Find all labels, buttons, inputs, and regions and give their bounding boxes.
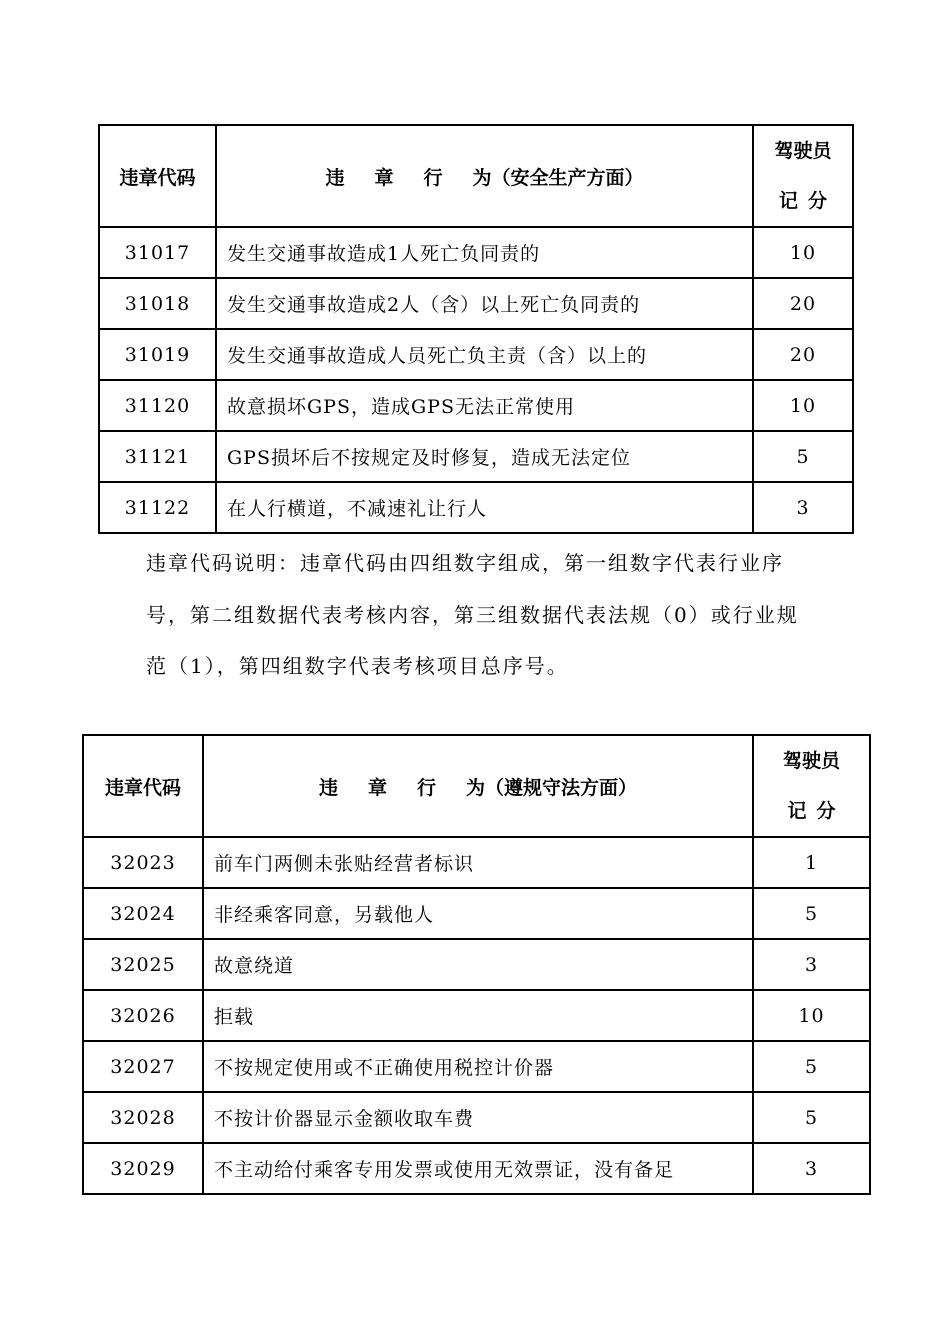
cell-points: 3 — [753, 1143, 870, 1194]
table-row — [83, 990, 870, 1041]
header-behavior-char: 章 — [374, 166, 394, 189]
cell-code: 31018 — [99, 278, 216, 329]
cell-points: 5 — [753, 1041, 870, 1092]
header-code: 违章代码 — [83, 735, 203, 837]
cell-description: 非经乘客同意，另载他人 — [203, 888, 753, 939]
cell-description: 发生交通事故造成1人死亡负同责的 — [216, 227, 753, 278]
cell-code: 31019 — [99, 329, 216, 380]
table-row — [83, 1092, 870, 1143]
table-row — [83, 837, 870, 888]
code-explanation-note: 违章代码说明：违章代码由四组数字组成，第一组数字代表行业序号，第二组数据代表考核内容，第三组数据代表法规（0）或行业规范（1），第四组数字代表考核项目总序号。 — [146, 551, 799, 678]
cell-code: 32024 — [83, 888, 203, 939]
table-row — [99, 329, 853, 380]
cell-points: 10 — [753, 227, 853, 278]
table-row — [99, 482, 853, 533]
header-behavior-rest: 为（遵规守法方面） — [466, 776, 638, 799]
header-points-line2: 记分 — [787, 800, 846, 822]
cell-points: 1 — [753, 837, 870, 888]
cell-code: 31017 — [99, 227, 216, 278]
header-points — [753, 735, 870, 837]
cell-description: 故意损坏GPS，造成GPS无法正常使用 — [216, 380, 753, 431]
violations-table-compliance — [82, 734, 871, 1195]
cell-description: 不按计价器显示金额收取车费 — [203, 1092, 753, 1143]
cell-description: 发生交通事故造成2人（含）以上死亡负同责的 — [216, 278, 753, 329]
cell-code: 31121 — [99, 431, 216, 482]
cell-points: 3 — [753, 482, 853, 533]
cell-description: 拒载 — [203, 990, 753, 1041]
cell-description: GPS损坏后不按规定及时修复，造成无法定位 — [216, 431, 753, 482]
header-points-line2: 记分 — [778, 190, 837, 212]
cell-description: 不主动给付乘客专用发票或使用无效票证，没有备足 — [203, 1143, 753, 1194]
cell-points: 20 — [753, 329, 853, 380]
cell-points: 5 — [753, 1092, 870, 1143]
header-behavior — [216, 125, 753, 227]
cell-code: 31120 — [99, 380, 216, 431]
cell-points: 10 — [753, 990, 870, 1041]
table-row — [99, 431, 853, 482]
cell-description: 在人行横道，不减速礼让行人 — [216, 482, 753, 533]
table-header-row — [99, 125, 853, 227]
header-behavior-char: 章 — [367, 776, 387, 799]
cell-points: 20 — [753, 278, 853, 329]
cell-code: 32023 — [83, 837, 203, 888]
table-row — [83, 1041, 870, 1092]
cell-code: 32028 — [83, 1092, 203, 1143]
violations-table-safety — [98, 124, 854, 534]
table-row — [99, 380, 853, 431]
header-behavior-rest: 为（安全生产方面） — [472, 166, 644, 189]
header-behavior-char: 违 — [318, 776, 338, 799]
table-header-row — [83, 735, 870, 837]
cell-code: 32027 — [83, 1041, 203, 1092]
header-behavior-char: 行 — [423, 166, 443, 189]
cell-code: 32026 — [83, 990, 203, 1041]
header-behavior-char: 行 — [417, 776, 437, 799]
header-points — [753, 125, 853, 227]
header-points-line1: 驾驶员 — [782, 750, 840, 772]
cell-description: 发生交通事故造成人员死亡负主责（含）以上的 — [216, 329, 753, 380]
table-row — [83, 939, 870, 990]
cell-code: 32025 — [83, 939, 203, 990]
table-row — [83, 1143, 870, 1194]
cell-points: 10 — [753, 380, 853, 431]
header-points-line1: 驾驶员 — [774, 140, 832, 162]
table-row — [99, 278, 853, 329]
cell-code: 31122 — [99, 482, 216, 533]
cell-description: 故意绕道 — [203, 939, 753, 990]
header-behavior — [203, 735, 753, 837]
cell-description: 不按规定使用或不正确使用税控计价器 — [203, 1041, 753, 1092]
table-row — [83, 888, 870, 939]
cell-points: 3 — [753, 939, 870, 990]
cell-points: 5 — [753, 431, 853, 482]
cell-code: 32029 — [83, 1143, 203, 1194]
header-behavior-char: 违 — [325, 166, 345, 189]
cell-points: 5 — [753, 888, 870, 939]
cell-description: 前车门两侧未张贴经营者标识 — [203, 837, 753, 888]
table-row — [99, 227, 853, 278]
header-code: 违章代码 — [99, 125, 216, 227]
